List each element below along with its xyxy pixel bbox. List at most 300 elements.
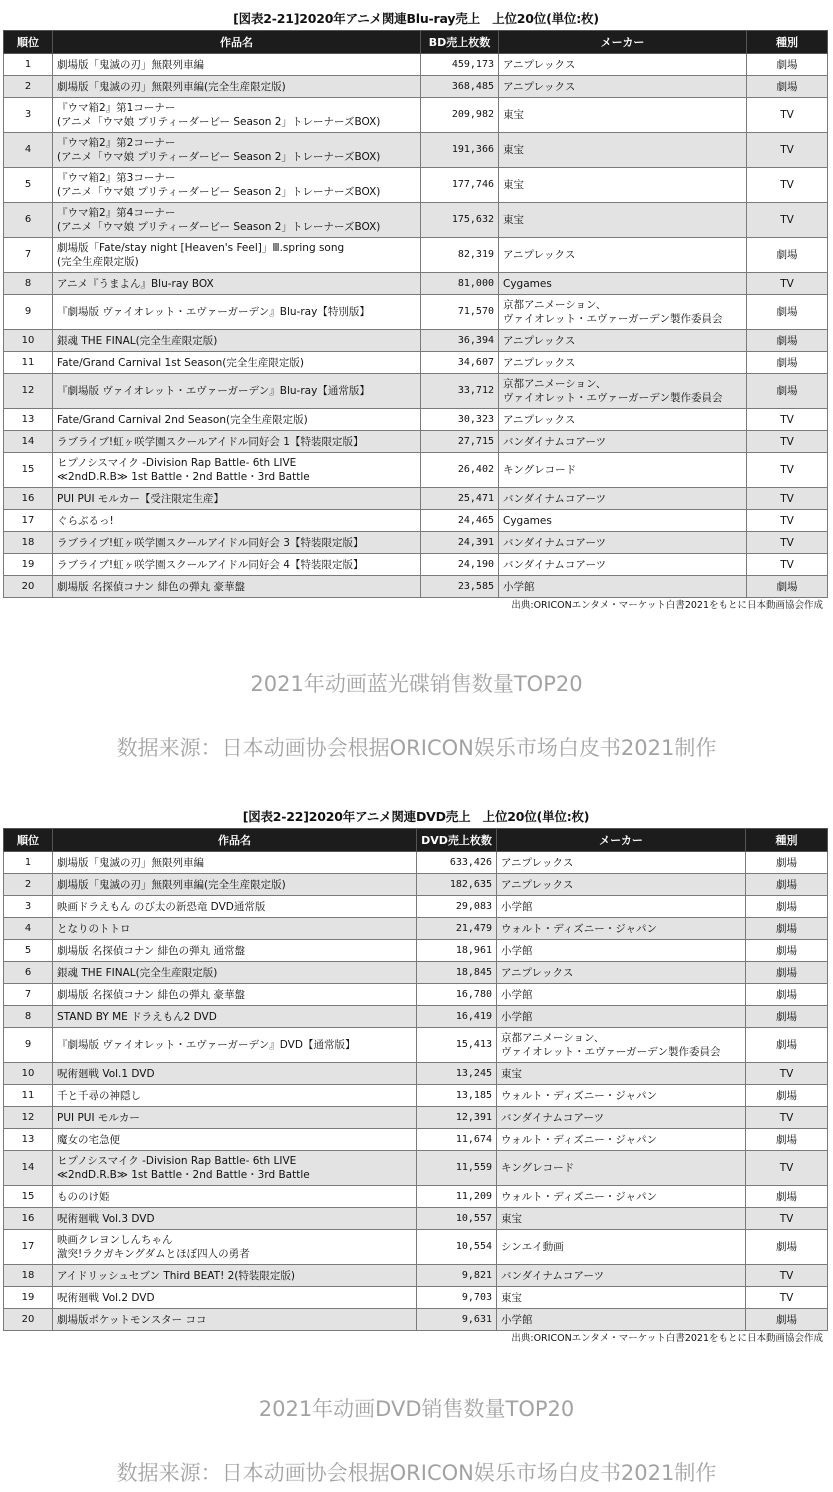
maker-cell <box>499 352 747 374</box>
kind-cell-text: TV <box>780 413 794 426</box>
title-cell-text: アニメ『うまよん』Blu-ray BOX <box>57 277 214 290</box>
title-cell-text: ぐらぶるっ! <box>57 514 114 527</box>
kind-cell-text: 劇場 <box>776 385 798 397</box>
sales-cell <box>417 940 497 962</box>
table-row <box>4 488 828 510</box>
rank-cell-text: 12 <box>21 385 35 396</box>
maker-cell <box>497 1063 746 1085</box>
table-row <box>4 295 828 330</box>
rank-cell <box>4 76 53 98</box>
sales-cell-text: 175,632 <box>451 214 494 225</box>
sales-cell-text: 24,465 <box>457 514 494 526</box>
title-cell <box>53 203 421 238</box>
title-cell <box>53 918 417 940</box>
rank-cell <box>4 962 53 984</box>
kind-cell <box>747 352 828 374</box>
kind-cell-text: 劇場 <box>776 878 797 891</box>
table-row <box>4 1230 828 1265</box>
sales-cell-text: 11,559 <box>455 1162 492 1173</box>
dvd-sales-table <box>3 828 828 1331</box>
table-row <box>4 940 828 962</box>
table-row <box>4 510 828 532</box>
kind-cell <box>747 576 828 598</box>
sales-cell <box>417 1208 497 1230</box>
table-row <box>4 1309 828 1331</box>
sales-cell-text: 24,391 <box>457 536 494 548</box>
table-row <box>4 1186 828 1208</box>
title-cell-text: 劇場版「鬼滅の刃」無限列車編(完全生産限定版) <box>57 878 286 891</box>
title-cell-text: 千と千尋の神隠し <box>57 1089 141 1102</box>
sales-cell <box>417 1230 497 1265</box>
sales-cell <box>417 1151 497 1186</box>
title-cell-text: アイドリッシュセブン Third BEAT! 2(特装限定版) <box>57 1269 296 1282</box>
table-header-row <box>4 31 828 54</box>
bluray-sales-table <box>3 30 828 598</box>
table-row <box>4 76 828 98</box>
kind-cell-text: TV <box>780 144 794 156</box>
table-row <box>4 168 828 203</box>
title-cell-text: 銀魂 THE FINAL(完全生産限定版) <box>57 334 218 347</box>
sales-cell-text: 21,479 <box>455 922 492 934</box>
maker-cell-text: 京都アニメーション、 ヴァイオレット・エヴァーガーデン製作委員会 <box>503 378 723 404</box>
maker-cell <box>497 1107 746 1129</box>
sales-cell <box>421 453 499 488</box>
maker-cell <box>499 295 747 330</box>
table-row <box>4 352 828 374</box>
title-cell <box>53 76 421 98</box>
sales-cell-text: 11,209 <box>455 1190 492 1202</box>
maker-cell-text: 小学館 <box>501 988 533 1001</box>
kind-cell <box>747 203 828 238</box>
header-sales: DVD売上枚数 <box>417 829 497 852</box>
rank-cell <box>4 532 53 554</box>
table-row <box>4 409 828 431</box>
bluray-figure-source: 出典:ORICONエンタメ・マーケット白書2021をもとに日本動画協会作成 <box>511 600 823 611</box>
kind-cell <box>747 532 828 554</box>
sales-cell <box>417 1063 497 1085</box>
maker-cell-text: 東宝 <box>503 214 524 226</box>
sales-cell <box>421 488 499 510</box>
maker-cell <box>497 984 746 1006</box>
kind-cell <box>747 488 828 510</box>
maker-cell-text: アニプレックス <box>501 878 574 891</box>
sales-cell-text: 24,190 <box>457 558 494 570</box>
sales-cell-text: 18,845 <box>455 966 492 978</box>
rank-cell <box>4 896 53 918</box>
sales-cell-text: 459,173 <box>451 58 494 70</box>
title-cell-text: 魔女の宅急便 <box>57 1133 120 1146</box>
bluray-figure <box>3 8 829 614</box>
sales-cell-text: 33,712 <box>457 385 494 396</box>
kind-cell-text: TV <box>779 1269 794 1282</box>
kind-cell <box>746 1309 828 1331</box>
table-row <box>4 576 828 598</box>
sales-cell-text: 191,366 <box>451 144 494 155</box>
table-row <box>4 238 828 273</box>
header-maker: メーカー <box>499 31 747 54</box>
sales-cell <box>417 984 497 1006</box>
maker-cell <box>497 1151 746 1186</box>
kind-cell <box>746 1186 828 1208</box>
maker-cell-text: 小学館 <box>501 1010 533 1023</box>
rank-cell-text: 7 <box>24 249 32 260</box>
kind-cell <box>747 168 828 203</box>
rank-cell-text: 13 <box>21 413 35 425</box>
table-row <box>4 54 828 76</box>
maker-cell-text: アニプレックス <box>503 413 576 426</box>
header-sales: BD売上枚数 <box>421 31 499 54</box>
maker-cell-text: バンダイナムコアーツ <box>503 435 607 448</box>
maker-cell-text: バンダイナムコアーツ <box>501 1111 605 1124</box>
maker-cell-text: 京都アニメーション、 ヴァイオレット・エヴァーガーデン製作委員会 <box>501 1032 721 1058</box>
kind-cell <box>747 453 828 488</box>
title-cell-text: 劇場版「鬼滅の刃」無限列車編 <box>57 856 204 869</box>
title-cell-text: 『劇場版 ヴァイオレット・エヴァーガーデン』DVD【通常版】 <box>57 1039 356 1051</box>
sales-cell-text: 13,185 <box>455 1089 492 1101</box>
maker-cell <box>499 273 747 295</box>
kind-cell-text: 劇場 <box>776 334 798 347</box>
table-row <box>4 984 828 1006</box>
kind-cell-text: TV <box>779 1291 794 1304</box>
sales-cell-text: 29,083 <box>455 900 492 912</box>
kind-cell-text: TV <box>780 109 794 121</box>
header-rank: 順位 <box>4 829 53 852</box>
maker-cell <box>499 431 747 453</box>
kind-cell-text: 劇場 <box>776 356 798 369</box>
maker-cell <box>499 510 747 532</box>
sales-cell <box>421 330 499 352</box>
title-cell-text: STAND BY ME ドラえもん2 DVD <box>57 1010 217 1023</box>
title-cell-text: ヒプノシスマイク -Division Rap Battle- 6th LIVE ≪2ndD.R.B≫ 1st Battle・2nd Battle・3rd Battle <box>57 1155 310 1181</box>
rank-cell-text: 18 <box>21 536 35 548</box>
rank-cell <box>4 874 53 896</box>
title-cell-text: 劇場版「Fate/stay night [Heaven's Feel]」Ⅲ.spring song (完全生産限定版) <box>57 242 345 268</box>
maker-cell-text: バンダイナムコアーツ <box>501 1269 605 1282</box>
rank-cell <box>4 1028 53 1063</box>
table-row <box>4 273 828 295</box>
maker-cell <box>499 576 747 598</box>
sales-cell <box>421 238 499 273</box>
title-cell-text: 『ウマ箱2』第1コーナー (アニメ「ウマ娘 プリティーダービー Season 2」トレーナーズBOX) <box>57 102 381 128</box>
maker-cell-text: ウォルト・ディズニー・ジャパン <box>501 1133 658 1146</box>
sales-cell-text: 368,485 <box>451 80 494 92</box>
rank-cell-text: 2 <box>24 80 32 92</box>
sales-cell <box>417 874 497 896</box>
maker-cell <box>497 1208 746 1230</box>
rank-cell-text: 16 <box>21 492 35 504</box>
kind-cell-text: TV <box>779 1067 794 1080</box>
maker-cell <box>499 76 747 98</box>
kind-cell <box>747 238 828 273</box>
sales-cell-text: 9,703 <box>461 1291 492 1303</box>
maker-cell <box>499 409 747 431</box>
rank-cell <box>4 330 53 352</box>
maker-cell-text: キングレコード <box>501 1162 575 1174</box>
title-cell-text: 『ウマ箱2』第3コーナー (アニメ「ウマ娘 プリティーダービー Season 2」トレーナーズBOX) <box>57 172 381 198</box>
kind-cell-text: 劇場 <box>776 1089 797 1102</box>
maker-cell <box>497 1129 746 1151</box>
title-cell <box>53 98 421 133</box>
rank-cell <box>4 488 53 510</box>
rank-cell-text: 18 <box>21 1269 35 1281</box>
title-cell <box>53 1063 417 1085</box>
kind-cell <box>746 874 828 896</box>
maker-cell-text: 東宝 <box>503 109 524 121</box>
table-row <box>4 554 828 576</box>
table-row <box>4 1151 828 1186</box>
title-cell <box>53 238 421 273</box>
maker-cell <box>497 962 746 984</box>
maker-cell <box>499 453 747 488</box>
title-cell <box>53 984 417 1006</box>
maker-cell <box>499 54 747 76</box>
rank-cell <box>4 1151 53 1186</box>
title-cell <box>53 431 421 453</box>
kind-cell <box>747 295 828 330</box>
sales-cell-text: 13,245 <box>455 1067 492 1079</box>
sales-cell <box>417 1309 497 1331</box>
sales-cell-text: 16,419 <box>455 1010 492 1022</box>
maker-cell-text: アニプレックス <box>501 856 574 869</box>
title-cell-text: 『劇場版 ヴァイオレット・エヴァーガーデン』Blu-ray【通常版】 <box>57 385 370 397</box>
kind-cell <box>746 1006 828 1028</box>
title-cell <box>53 1265 417 1287</box>
kind-cell-text: TV <box>780 536 794 549</box>
kind-cell <box>746 1085 828 1107</box>
title-cell <box>53 896 417 918</box>
title-cell <box>53 962 417 984</box>
rank-cell <box>4 1309 53 1331</box>
title-cell <box>53 1186 417 1208</box>
table-row <box>4 1129 828 1151</box>
maker-cell-text: 小学館 <box>501 900 533 913</box>
sales-cell-text: 36,394 <box>457 334 494 346</box>
kind-cell <box>747 554 828 576</box>
title-cell <box>53 532 421 554</box>
sales-cell-text: 82,319 <box>457 249 494 260</box>
rank-cell <box>4 203 53 238</box>
rank-cell <box>4 1186 53 1208</box>
title-cell <box>53 453 421 488</box>
kind-cell <box>746 940 828 962</box>
rank-cell <box>4 1265 53 1287</box>
rank-cell-text: 19 <box>21 1291 35 1303</box>
title-cell-text: ラブライブ!虹ヶ咲学園スクールアイドル同好会 4【特装限定版】 <box>57 558 364 571</box>
table-row <box>4 431 828 453</box>
title-cell <box>53 352 421 374</box>
kind-cell-text: 劇場 <box>776 988 797 1001</box>
rank-cell-text: 10 <box>21 334 35 346</box>
title-cell-text: 劇場版 名探偵コナン 緋色の弾丸 通常盤 <box>57 944 245 957</box>
title-cell <box>53 1129 417 1151</box>
maker-cell <box>497 1265 746 1287</box>
title-cell-text: Fate/Grand Carnival 2nd Season(完全生産限定版) <box>57 413 308 426</box>
rank-cell-text: 13 <box>21 1133 35 1145</box>
maker-cell <box>497 1230 746 1265</box>
title-cell <box>53 1006 417 1028</box>
rank-cell <box>4 273 53 295</box>
rank-cell-text: 3 <box>24 109 32 120</box>
maker-cell-text: ウォルト・ディズニー・ジャパン <box>501 1190 658 1203</box>
title-cell <box>53 133 421 168</box>
rank-cell-text: 15 <box>21 464 35 475</box>
maker-cell-text: 東宝 <box>501 1212 522 1225</box>
kind-cell-text: 劇場 <box>776 1010 797 1023</box>
title-cell <box>53 510 421 532</box>
kind-cell-text: TV <box>780 179 794 191</box>
table-row <box>4 1107 828 1129</box>
rank-cell-text: 17 <box>21 514 35 526</box>
maker-cell-text: 京都アニメーション、 ヴァイオレット・エヴァーガーデン製作委員会 <box>503 299 723 325</box>
kind-cell-text: 劇場 <box>776 1241 797 1253</box>
sales-cell <box>417 1107 497 1129</box>
sales-cell <box>417 1028 497 1063</box>
title-cell <box>53 54 421 76</box>
sales-cell <box>421 554 499 576</box>
title-cell <box>53 488 421 510</box>
maker-cell <box>497 1309 746 1331</box>
sales-cell <box>417 962 497 984</box>
kind-cell-text: TV <box>780 492 794 505</box>
kind-cell-text: 劇場 <box>776 249 798 261</box>
maker-cell <box>499 133 747 168</box>
maker-cell-text: 東宝 <box>501 1291 522 1304</box>
rank-cell <box>4 431 53 453</box>
header-kind: 種別 <box>747 31 828 54</box>
rank-cell <box>4 1287 53 1309</box>
title-cell <box>53 374 421 409</box>
maker-cell-text: アニプレックス <box>503 58 576 71</box>
sales-cell-text: 34,607 <box>457 356 494 368</box>
maker-cell <box>497 918 746 940</box>
rank-cell-text: 9 <box>24 1039 32 1050</box>
sales-cell-text: 25,471 <box>457 492 494 504</box>
title-cell <box>53 1028 417 1063</box>
sales-cell <box>417 1287 497 1309</box>
rank-cell-text: 3 <box>24 900 32 912</box>
maker-cell <box>499 203 747 238</box>
sales-cell-text: 23,585 <box>457 580 494 592</box>
kind-cell-text: 劇場 <box>776 966 797 979</box>
sales-cell <box>421 352 499 374</box>
table-row <box>4 330 828 352</box>
maker-cell <box>499 488 747 510</box>
table-row <box>4 374 828 409</box>
kind-cell <box>746 1151 828 1186</box>
kind-cell <box>746 984 828 1006</box>
sales-cell-text: 15,413 <box>455 1039 492 1050</box>
sales-cell <box>417 1085 497 1107</box>
dvd-table-body <box>4 852 828 1331</box>
kind-cell <box>747 98 828 133</box>
title-cell <box>53 1230 417 1265</box>
kind-cell-text: 劇場 <box>776 900 797 913</box>
sales-cell-text: 182,635 <box>449 878 492 890</box>
rank-cell <box>4 1129 53 1151</box>
maker-cell-text: Cygames <box>503 277 552 290</box>
maker-cell <box>499 532 747 554</box>
kind-cell-text: 劇場 <box>776 1039 797 1051</box>
maker-cell-text: 東宝 <box>503 144 524 156</box>
title-cell-text: 劇場版 名探偵コナン 緋色の弾丸 豪華盤 <box>57 580 245 593</box>
rank-cell <box>4 54 53 76</box>
maker-cell-text: 小学館 <box>503 580 535 593</box>
maker-cell <box>499 98 747 133</box>
dvd-figure <box>3 806 829 1347</box>
kind-cell-text: TV <box>780 214 794 226</box>
table-row <box>4 918 828 940</box>
title-cell-text: 『ウマ箱2』第2コーナー (アニメ「ウマ娘 プリティーダービー Season 2」トレーナーズBOX) <box>57 137 381 163</box>
kind-cell-text: 劇場 <box>776 58 798 71</box>
sales-cell-text: 9,631 <box>461 1313 492 1325</box>
table-row <box>4 133 828 168</box>
rank-cell <box>4 510 53 532</box>
rank-cell-text: 20 <box>21 580 35 592</box>
rank-cell-text: 8 <box>24 1010 32 1022</box>
kind-cell <box>747 273 828 295</box>
kind-cell <box>747 54 828 76</box>
sales-cell-text: 71,570 <box>457 306 494 317</box>
maker-cell-text: シンエイ動画 <box>501 1241 564 1253</box>
kind-cell-text: 劇場 <box>776 1190 797 1203</box>
kind-cell-text: TV <box>780 514 794 527</box>
title-cell <box>53 409 421 431</box>
sales-cell <box>417 852 497 874</box>
title-cell <box>53 852 417 874</box>
kind-cell <box>747 409 828 431</box>
sales-cell <box>417 1006 497 1028</box>
header-maker: メーカー <box>497 829 746 852</box>
title-cell-text: もののけ姫 <box>57 1190 110 1203</box>
maker-cell-text: 小学館 <box>501 944 533 957</box>
maker-cell-text: アニプレックス <box>503 356 576 369</box>
rank-cell <box>4 1006 53 1028</box>
rank-cell <box>4 1230 53 1265</box>
maker-cell-text: バンダイナムコアーツ <box>503 492 607 505</box>
sales-cell <box>417 896 497 918</box>
rank-cell-text: 5 <box>24 179 32 190</box>
table-row <box>4 852 828 874</box>
sales-cell <box>417 1129 497 1151</box>
rank-cell-text: 15 <box>21 1190 35 1202</box>
maker-cell <box>497 940 746 962</box>
kind-cell <box>746 962 828 984</box>
sales-cell <box>421 510 499 532</box>
sales-cell-text: 10,554 <box>455 1241 492 1252</box>
rank-cell-text: 7 <box>24 988 32 1000</box>
kind-cell <box>746 1208 828 1230</box>
maker-cell-text: キングレコード <box>503 464 577 476</box>
sales-cell <box>421 98 499 133</box>
title-cell <box>53 554 421 576</box>
rank-cell <box>4 940 53 962</box>
kind-cell <box>747 133 828 168</box>
rank-cell-text: 5 <box>24 944 32 956</box>
maker-cell-text: 小学館 <box>501 1313 533 1326</box>
maker-cell-text: ウォルト・ディズニー・ジャパン <box>501 1089 658 1102</box>
kind-cell <box>746 1107 828 1129</box>
maker-cell <box>497 1006 746 1028</box>
rank-cell-text: 11 <box>21 1089 35 1101</box>
rank-cell-text: 4 <box>24 144 32 155</box>
maker-cell-text: バンダイナムコアーツ <box>503 558 607 571</box>
title-cell-text: 劇場版「鬼滅の刃」無限列車編(完全生産限定版) <box>57 80 286 93</box>
dvd-figure-source: 出典:ORICONエンタメ・マーケット白書2021をもとに日本動画協会作成 <box>511 1333 823 1344</box>
table-header-row <box>4 829 828 852</box>
maker-cell <box>499 554 747 576</box>
rank-cell-text: 2 <box>24 878 32 890</box>
rank-cell <box>4 1208 53 1230</box>
